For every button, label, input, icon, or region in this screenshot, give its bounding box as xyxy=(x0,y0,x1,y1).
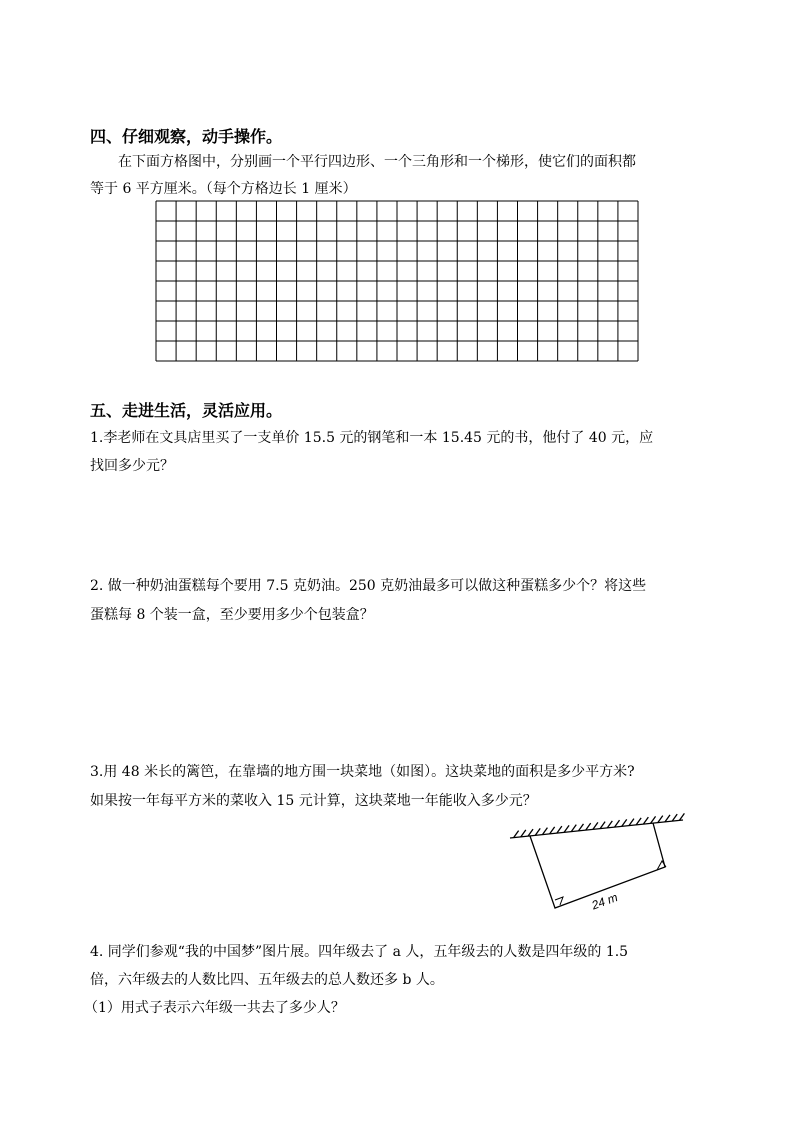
plot-fence xyxy=(530,823,665,908)
question-3-line-2: 如果按一年每平方米的菜收入 15 元计算，这块菜地一年能收入多少元？ xyxy=(90,793,537,809)
vegetable-plot-figure xyxy=(505,810,685,915)
hatch-stroke xyxy=(679,813,684,820)
wall-hatching xyxy=(514,813,685,837)
section-4-instruction-line-1: 在下面方格图中，分别画一个平行四边形、一个三角形和一个梯形，使它们的面积都 xyxy=(118,154,636,170)
square-grid xyxy=(155,200,639,362)
question-3-line-1: 3.用 48 米长的篱笆，在靠墙的地方围一块菜地（如图）。这块菜地的面积是多少平方米? xyxy=(90,764,635,780)
question-1-line-2: 找回多少元？ xyxy=(90,458,174,474)
section-4-instruction-line-2: 等于 6 平方厘米。（每个方格边长 1 厘米） xyxy=(90,181,357,197)
question-4-sub-1: （1）用式子表示六年级一共去了多少人？ xyxy=(84,1000,345,1016)
question-4-line-2: 倍，六年级去的人数比四、五年级去的总人数还多 b 人。 xyxy=(90,972,444,988)
right-angle-mark-left xyxy=(555,897,563,905)
section-5-heading: 五、走进生活，灵活应用。 xyxy=(90,401,283,420)
question-2-line-2: 蛋糕每 8 个装一盒，至少要用多少个包装盒？ xyxy=(90,607,374,623)
length-label: 24 m xyxy=(589,890,620,913)
question-1-line-1: 1.李老师在文具店里买了一支单价 15.5 元的钢笔和一本 15.45 元的书，他付了 40 元，应 xyxy=(90,430,654,446)
section-4-heading: 四、仔细观察，动手操作。 xyxy=(90,127,283,146)
question-2-line-1: 2. 做一种奶油蛋糕每个要用 7.5 克奶油。250 克奶油最多可以做这种蛋糕多少个？将这些 xyxy=(90,578,647,594)
question-4-line-1: 4. 同学们参观“我的中国梦”图片展。四年级去了 a 人，五年级去的人数是四年级的 1.5 xyxy=(90,944,629,960)
